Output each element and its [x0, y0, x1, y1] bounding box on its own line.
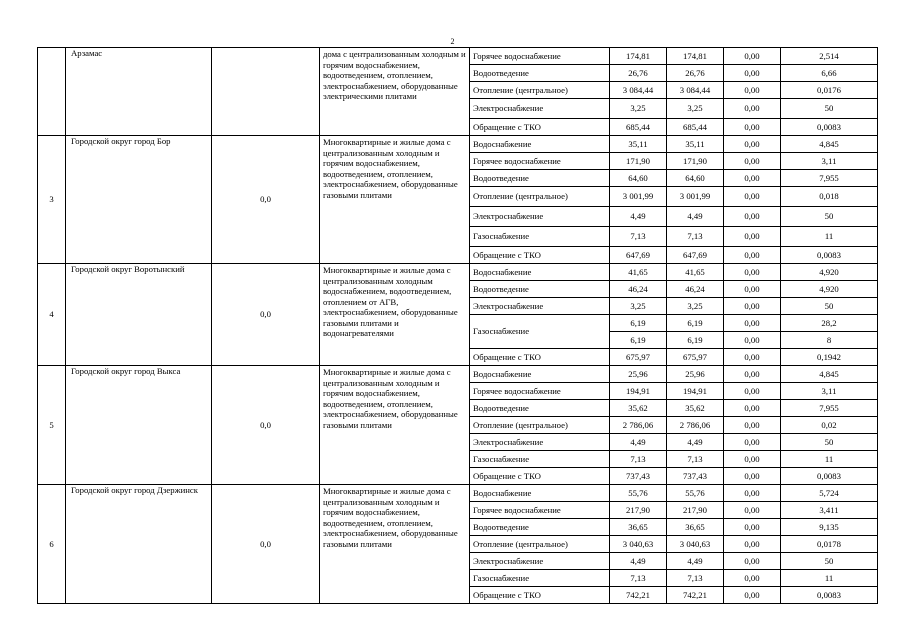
tariff-cell: 685,44	[610, 119, 667, 136]
row-number-cell: 4	[38, 264, 66, 366]
service-name-cell: Водоотведение	[470, 519, 610, 536]
tariff-cell: 4,49	[610, 434, 667, 451]
tariff-cell: 171,90	[610, 153, 667, 170]
difference-cell: 0,00	[724, 170, 781, 187]
tariff-cell: 46,24	[610, 281, 667, 298]
norm-cell: 0,018	[781, 187, 878, 207]
difference-cell: 0,00	[724, 136, 781, 153]
norm-cell: 0,0083	[781, 587, 878, 604]
difference-cell: 0,00	[724, 383, 781, 400]
tariff-effective-cell: 742,21	[667, 587, 724, 604]
service-name-cell: Горячее водоснабжение	[470, 502, 610, 519]
tariff-table	[37, 47, 878, 604]
difference-cell: 0,00	[724, 187, 781, 207]
norm-cell: 50	[781, 553, 878, 570]
tariff-cell: 3 001,99	[610, 187, 667, 207]
difference-cell: 0,00	[724, 468, 781, 485]
tariff-effective-cell: 35,11	[667, 136, 724, 153]
service-name-cell: Водоотведение	[470, 65, 610, 82]
service-name-cell: Отопление (центральное)	[470, 187, 610, 207]
tariff-effective-cell: 35,62	[667, 400, 724, 417]
norm-cell: 0,0178	[781, 536, 878, 553]
norm-cell: 4,845	[781, 136, 878, 153]
difference-cell: 0,00	[724, 99, 781, 119]
tariff-effective-cell: 675,97	[667, 349, 724, 366]
service-name-cell: Обращение с ТКО	[470, 349, 610, 366]
tariff-cell: 217,90	[610, 502, 667, 519]
tariff-effective-cell: 217,90	[667, 502, 724, 519]
tariff-effective-cell: 737,43	[667, 468, 724, 485]
tariff-effective-cell: 25,96	[667, 366, 724, 383]
norm-cell: 4,845	[781, 366, 878, 383]
tariff-effective-cell: 4,49	[667, 434, 724, 451]
tariff-effective-cell: 7,13	[667, 570, 724, 587]
tariff-cell: 26,76	[610, 65, 667, 82]
difference-cell: 0,00	[724, 153, 781, 170]
norm-cell: 4,920	[781, 281, 878, 298]
norm-cell: 7,955	[781, 170, 878, 187]
service-name-cell: Водоотведение	[470, 281, 610, 298]
norm-cell: 6,66	[781, 65, 878, 82]
service-name-cell: Электроснабжение	[470, 99, 610, 119]
service-name-cell: Горячее водоснабжение	[470, 153, 610, 170]
tariff-cell: 742,21	[610, 587, 667, 604]
tariff-effective-cell: 6,19	[667, 332, 724, 349]
tariff-cell: 7,13	[610, 227, 667, 247]
service-name-cell: Газоснабжение	[470, 451, 610, 468]
difference-cell: 0,00	[724, 536, 781, 553]
difference-cell: 0,00	[724, 65, 781, 82]
service-name-cell: Газоснабжение	[470, 227, 610, 247]
tariff-effective-cell: 7,13	[667, 227, 724, 247]
difference-cell: 0,00	[724, 400, 781, 417]
coefficient-cell: 0,0	[212, 264, 320, 366]
difference-cell: 0,00	[724, 119, 781, 136]
tariff-cell: 4,49	[610, 553, 667, 570]
tariff-effective-cell: 41,65	[667, 264, 724, 281]
housing-description-cell: дома с централизованным холодным и горячим водоснабжением, водоотведением, отоплением, электроснабжением, оборудованные электрическими плитами	[320, 48, 470, 136]
tariff-cell: 2 786,06	[610, 417, 667, 434]
service-name-cell: Обращение с ТКО	[470, 587, 610, 604]
tariff-effective-cell: 194,91	[667, 383, 724, 400]
service-name-cell: Водоотведение	[470, 400, 610, 417]
service-name-cell: Водоснабжение	[470, 485, 610, 502]
tariff-effective-cell: 4,49	[667, 553, 724, 570]
difference-cell: 0,00	[724, 366, 781, 383]
municipality-cell: Городской округ город Выкса	[66, 366, 212, 485]
difference-cell: 0,00	[724, 553, 781, 570]
tariff-effective-cell: 171,90	[667, 153, 724, 170]
coefficient-cell: 0,0	[212, 136, 320, 264]
norm-cell: 50	[781, 298, 878, 315]
norm-cell: 8	[781, 332, 878, 349]
row-number-cell: 6	[38, 485, 66, 604]
municipality-cell: Арзамас	[66, 48, 212, 136]
coefficient-cell	[212, 48, 320, 136]
difference-cell: 0,00	[724, 349, 781, 366]
difference-cell: 0,00	[724, 48, 781, 65]
difference-cell: 0,00	[724, 281, 781, 298]
table-row	[38, 366, 878, 383]
norm-cell: 50	[781, 434, 878, 451]
service-name-cell: Горячее водоснабжение	[470, 48, 610, 65]
service-name-cell: Отопление (центральное)	[470, 536, 610, 553]
difference-cell: 0,00	[724, 227, 781, 247]
tariff-cell: 36,65	[610, 519, 667, 536]
service-name-cell: Отопление (центральное)	[470, 417, 610, 434]
housing-description-cell: Многоквартирные и жилые дома с централизованным холодным водоснабжением, водоотведением, отоплением от АГВ, электроснабжением, оборудованные газовыми плитами и водонагревателями	[320, 264, 470, 366]
norm-cell: 2,514	[781, 48, 878, 65]
row-number-cell: 3	[38, 136, 66, 264]
tariff-effective-cell: 46,24	[667, 281, 724, 298]
service-name-cell: Горячее водоснабжение	[470, 383, 610, 400]
page-number: 2	[450, 37, 455, 46]
tariff-effective-cell: 174,81	[667, 48, 724, 65]
coefficient-cell: 0,0	[212, 366, 320, 485]
tariff-effective-cell: 7,13	[667, 451, 724, 468]
service-name-cell: Электроснабжение	[470, 298, 610, 315]
tariff-effective-cell: 3,25	[667, 99, 724, 119]
tariff-cell: 675,97	[610, 349, 667, 366]
norm-cell: 7,955	[781, 400, 878, 417]
difference-cell: 0,00	[724, 315, 781, 332]
tariff-cell: 3 040,63	[610, 536, 667, 553]
tariff-cell: 3 084,44	[610, 82, 667, 99]
service-name-cell: Обращение с ТКО	[470, 119, 610, 136]
tariff-effective-cell: 26,76	[667, 65, 724, 82]
municipality-cell: Городской округ город Бор	[66, 136, 212, 264]
difference-cell: 0,00	[724, 502, 781, 519]
service-name-cell: Обращение с ТКО	[470, 468, 610, 485]
service-name-cell: Электроснабжение	[470, 553, 610, 570]
tariff-effective-cell: 3,25	[667, 298, 724, 315]
coefficient-cell: 0,0	[212, 485, 320, 604]
norm-cell: 11	[781, 451, 878, 468]
difference-cell: 0,00	[724, 434, 781, 451]
municipality-cell: Городской округ Воротынский	[66, 264, 212, 366]
row-number-cell	[38, 48, 66, 136]
tariff-cell: 737,43	[610, 468, 667, 485]
service-name-cell: Водоснабжение	[470, 136, 610, 153]
table-row	[38, 485, 878, 502]
table-row	[38, 264, 878, 281]
norm-cell: 3,11	[781, 153, 878, 170]
difference-cell: 0,00	[724, 451, 781, 468]
tariff-cell: 174,81	[610, 48, 667, 65]
housing-description-cell: Многоквартирные и жилые дома с централизованным холодным и горячим водоснабжением, водоотведением, отоплением, электроснабжением, оборудованные газовыми плитами	[320, 136, 470, 264]
tariff-effective-cell: 647,69	[667, 247, 724, 264]
difference-cell: 0,00	[724, 264, 781, 281]
housing-description-cell: Многоквартирные и жилые дома с централизованным холодным и горячим водоснабжением, водоотведением, отоплением, электроснабжением, оборудованные газовыми плитами	[320, 366, 470, 485]
tariff-cell: 647,69	[610, 247, 667, 264]
housing-description-cell: Многоквартирные и жилые дома с централизованным холодным и горячим водоснабжением, водоотведением, отоплением, электроснабжением, оборудованные газовыми плитами	[320, 485, 470, 604]
tariff-cell: 7,13	[610, 570, 667, 587]
difference-cell: 0,00	[724, 417, 781, 434]
norm-cell: 0,02	[781, 417, 878, 434]
service-name-cell: Водоснабжение	[470, 264, 610, 281]
norm-cell: 11	[781, 570, 878, 587]
norm-cell: 0,1942	[781, 349, 878, 366]
tariff-effective-cell: 55,76	[667, 485, 724, 502]
service-name-cell: Электроснабжение	[470, 434, 610, 451]
tariff-cell: 7,13	[610, 451, 667, 468]
difference-cell: 0,00	[724, 298, 781, 315]
tariff-cell: 35,62	[610, 400, 667, 417]
norm-cell: 9,135	[781, 519, 878, 536]
service-name-cell: Обращение с ТКО	[470, 247, 610, 264]
tariff-cell: 6,19	[610, 315, 667, 332]
difference-cell: 0,00	[724, 519, 781, 536]
service-name-cell: Водоотведение	[470, 170, 610, 187]
service-name-cell: Отопление (центральное)	[470, 82, 610, 99]
tariff-cell: 194,91	[610, 383, 667, 400]
service-name-cell: Водоснабжение	[470, 366, 610, 383]
tariff-effective-cell: 3 001,99	[667, 187, 724, 207]
municipality-cell: Городской округ город Дзержинск	[66, 485, 212, 604]
difference-cell: 0,00	[724, 332, 781, 349]
service-name-cell: Газоснабжение	[470, 570, 610, 587]
tariff-cell: 4,49	[610, 207, 667, 227]
tariff-effective-cell: 6,19	[667, 315, 724, 332]
norm-cell: 3,411	[781, 502, 878, 519]
table-row	[38, 48, 878, 65]
service-name-cell: Газоснабжение	[470, 315, 610, 349]
norm-cell: 28,2	[781, 315, 878, 332]
tariff-effective-cell: 4,49	[667, 207, 724, 227]
difference-cell: 0,00	[724, 247, 781, 264]
tariff-effective-cell: 64,60	[667, 170, 724, 187]
difference-cell: 0,00	[724, 587, 781, 604]
table-row	[38, 136, 878, 153]
tariff-effective-cell: 685,44	[667, 119, 724, 136]
tariff-effective-cell: 36,65	[667, 519, 724, 536]
difference-cell: 0,00	[724, 485, 781, 502]
norm-cell: 5,724	[781, 485, 878, 502]
difference-cell: 0,00	[724, 82, 781, 99]
tariff-cell: 41,65	[610, 264, 667, 281]
norm-cell: 3,11	[781, 383, 878, 400]
norm-cell: 50	[781, 99, 878, 119]
norm-cell: 4,920	[781, 264, 878, 281]
tariff-cell: 3,25	[610, 99, 667, 119]
service-name-cell: Электроснабжение	[470, 207, 610, 227]
norm-cell: 11	[781, 227, 878, 247]
tariff-cell: 6,19	[610, 332, 667, 349]
tariff-cell: 64,60	[610, 170, 667, 187]
row-number-cell: 5	[38, 366, 66, 485]
norm-cell: 0,0083	[781, 247, 878, 264]
norm-cell: 0,0083	[781, 119, 878, 136]
norm-cell: 50	[781, 207, 878, 227]
tariff-cell: 55,76	[610, 485, 667, 502]
norm-cell: 0,0083	[781, 468, 878, 485]
tariff-effective-cell: 3 040,63	[667, 536, 724, 553]
tariff-cell: 25,96	[610, 366, 667, 383]
tariff-effective-cell: 3 084,44	[667, 82, 724, 99]
tariff-effective-cell: 2 786,06	[667, 417, 724, 434]
tariff-cell: 35,11	[610, 136, 667, 153]
norm-cell: 0,0176	[781, 82, 878, 99]
difference-cell: 0,00	[724, 570, 781, 587]
tariff-cell: 3,25	[610, 298, 667, 315]
difference-cell: 0,00	[724, 207, 781, 227]
